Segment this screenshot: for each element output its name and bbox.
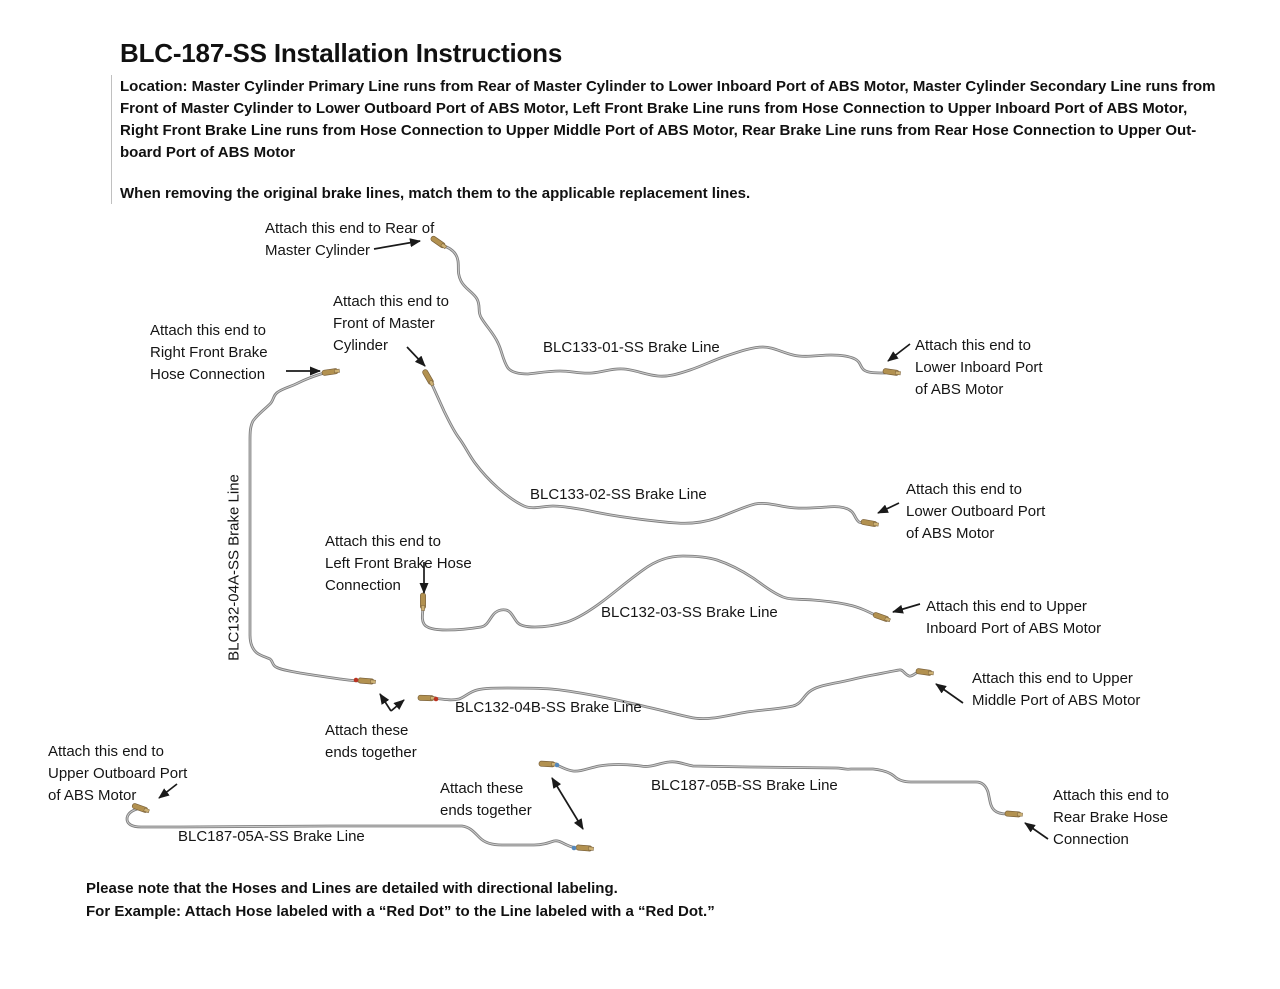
arrow-upper-inboard (893, 604, 920, 612)
fitting-rear-hose (1005, 811, 1023, 817)
label-blc187-05a: BLC187-05A-SS Brake Line (178, 828, 365, 845)
label-blc133-01: BLC133-01-SS Brake Line (543, 339, 720, 356)
blc132-04a-line-highlight (250, 373, 361, 681)
arrow-upper-middle (936, 684, 963, 703)
fitting-lower-inboard-port (883, 368, 901, 376)
location-line: Front of Master Cylinder to Lower Outboard Port of ABS Motor, Left Front Brake Line runs from Hose Connection to Upper Inboard Port of ABS Motor, (120, 100, 1188, 117)
arrow-rear-hose (1025, 823, 1048, 839)
directional-labeling-note: Please note that the Hoses and Lines are detailed with directional labeling. For Example: Attach Hose labeled with a “Red Dot” to the Line labeled with a “Red Dot.” (86, 880, 715, 920)
label-blc133-02: BLC133-02-SS Brake Line (530, 486, 707, 503)
removal-note: When removing the original brake lines, match them to the applicable replacement lines. (120, 185, 751, 202)
blc133-01-line-path (441, 245, 885, 376)
fitting-04b-junction-end (418, 695, 436, 701)
arrow-attach-together-1-left (380, 694, 391, 711)
location-line: Right Front Brake Line runs from Hose Connection to Upper Middle Port of ABS Motor, Rear Brake Line runs from Rear Hose Connection to Upper Out- (120, 122, 1197, 139)
annotation-front-master-cylinder: Attach this end to Front of Master Cylinder (333, 293, 449, 354)
annotation-left-front-hose: Attach this end to Left Front Brake Hose Connection (325, 533, 472, 594)
arrow-lower-inboard (888, 344, 910, 361)
location-line: board Port of ABS Motor (120, 144, 296, 161)
arrow-attach-together-1-right (391, 700, 404, 711)
red-dot-04b (434, 697, 439, 702)
location-line: Location: Master Cylinder Primary Line runs from Rear of Master Cylinder to Lower Inboard Port of ABS Motor, Master Cylinder Secondary Line runs from (120, 78, 1216, 95)
red-dot-04a (354, 678, 359, 683)
blc132-04a-line-path (250, 373, 361, 681)
arrow-attach-together-2 (552, 778, 583, 829)
annotation-right-front-hose: Attach this end to Right Front Brake Hose Connection (150, 322, 268, 383)
annotation-upper-inboard: Attach this end to Upper Inboard Port of ABS Motor (926, 598, 1102, 637)
blue-dot-05b (555, 763, 560, 768)
annotation-attach-together-2: Attach these ends together (440, 780, 532, 819)
fitting-lower-outboard-port (861, 519, 879, 527)
arrow-lower-outboard (878, 503, 899, 513)
fitting-05a-junction-end (576, 845, 594, 852)
annotation-lower-inboard: Attach this end to Lower Inboard Port of ABS Motor (915, 337, 1043, 398)
blue-dot-05a (572, 846, 577, 851)
fitting-upper-middle-port (916, 668, 934, 676)
fitting-right-front-hose (322, 368, 340, 376)
label-blc187-05b: BLC187-05B-SS Brake Line (651, 777, 838, 794)
annotation-lower-outboard: Attach this end to Lower Outboard Port of ABS Motor (906, 481, 1046, 542)
annotation-rear-master-cylinder: Attach this end to Rear of Master Cylinder (265, 220, 435, 259)
annotation-rear-hose: Attach this end to Rear Brake Hose Connection (1053, 787, 1169, 848)
fitting-05b-junction-end (539, 761, 557, 767)
fitting-04a-junction-end (358, 678, 376, 685)
fitting-front-master-cylinder (422, 369, 435, 387)
label-blc132-03: BLC132-03-SS Brake Line (601, 604, 778, 621)
fitting-upper-inboard-port (873, 612, 891, 623)
label-blc132-04a: BLC132-04A-SS Brake Line (225, 474, 243, 661)
label-blc132-04b: BLC132-04B-SS Brake Line (455, 699, 642, 716)
annotation-upper-middle: Attach this end to Upper Middle Port of ABS Motor (972, 670, 1141, 709)
annotation-upper-outboard: Attach this end to Upper Outboard Port of ABS Motor (48, 743, 188, 804)
page-title: BLC-187-SS Installation Instructions (120, 38, 563, 68)
annotation-attach-together-1: Attach these ends together (325, 722, 417, 761)
